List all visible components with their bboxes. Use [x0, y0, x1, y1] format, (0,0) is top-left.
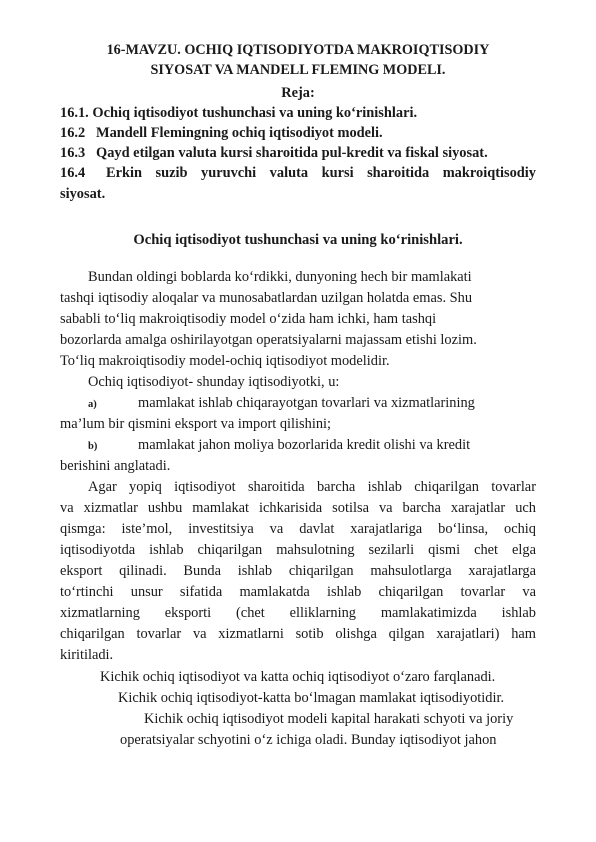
paragraph-line: iqtisodiyotda ishlab chiqarilgan mahsulotning sezilarli qismi chet elga: [60, 542, 536, 558]
plan-heading: Reja:: [281, 85, 315, 101]
plan-item-text: Mandell Flemingning ochiq iqtisodiyot modeli.: [96, 125, 383, 141]
plan-item-4-continuation: siyosat.: [60, 186, 106, 202]
paragraph-line: Bundan oldingi boblarda ko‘rdikki, dunyoning hech bir mamlakati: [88, 269, 472, 285]
document-title-line2: SIYOSAT VA MANDELL FLEMING MODELI.: [150, 62, 446, 78]
paragraph-line: chiqarilgan tovarlar va xizmatlarni sotib olishga qilgan xarajatlari) ham: [60, 626, 536, 642]
paragraph-line: bozorlarda amalga oshirilayotgan operatsiyalarni majassam etishi lozim.: [60, 332, 477, 348]
plan-item-text: Qayd etilgan valuta kursi sharoitida pul-kredit va fiskal siyosat.: [96, 145, 488, 161]
paragraph-line: va xizmatlar ushbu mamlakat ichkarisida sotilsa va barcha xarajatlar uch: [60, 500, 536, 516]
paragraph-line: qismga: iste’mol, investitsiya va davlat xarajatlariga bo‘linsa, ochiq: [60, 521, 536, 537]
list-item-line: berishini anglatadi.: [60, 458, 171, 474]
paragraph-line: To‘liq makroiqtisodiy model-ochiq iqtisodiyot modelidir.: [60, 353, 390, 369]
plan-item-number: 16.2: [60, 125, 86, 141]
plan-item-text: Erkin suzib yuruvchi valuta kursi sharoitida makroiqtisodiy: [106, 165, 536, 181]
paragraph-line: to‘rtinchi unsur sifatida mamlakatda ishlab chiqarilgan tovarlar va: [60, 584, 536, 600]
plan-item-1: [60, 105, 417, 122]
paragraph-line: xizmatlarning eksporti (chet elliklarning mamlakatimizda ishlab: [60, 605, 536, 621]
list-item-line: mamlakat ishlab chiqarayotgan tovarlari va xizmatlarining: [138, 395, 475, 411]
paragraph-line: kiritiladi.: [60, 647, 114, 663]
paragraph-line: Kichik ochiq iqtisodiyot-katta bo‘lmagan mamlakat iqtisodiyotidir.: [118, 690, 505, 706]
plan-item-text: Ochiq iqtisodiyot tushunchasi va uning ko‘rinishlari.: [92, 105, 418, 121]
plan-item-2: [60, 125, 383, 142]
paragraph-line: sababli to‘liq makroiqtisodiy model o‘zida ham ichki, ham tashqi: [60, 311, 437, 327]
plan-item-number: 16.1.: [60, 105, 89, 121]
list-item-line: ma’lum bir qismini eksport va import qilishini;: [60, 416, 332, 432]
paragraph-line: eksport qilinadi. Bunda ishlab chiqarilgan mahsulotlarga xarajatlarga: [60, 563, 536, 579]
plan-item-number: 16.3: [60, 145, 86, 161]
paragraph-line: Kichik ochiq iqtisodiyot va katta ochiq iqtisodiyot o‘zaro farqlanadi.: [100, 669, 496, 685]
document-title-line1: 16-MAVZU. OCHIQ IQTISODIYOTDA MAKROIQTISODIY: [106, 42, 490, 58]
list-marker: a): [88, 399, 97, 410]
paragraph-line: tashqi iqtisodiy aloqalar va munosabatlardan uzilgan holatda emas. Shu: [60, 290, 473, 306]
plan-item-4: [60, 165, 536, 182]
paragraph-line: operatsiyalar schyotini o‘z ichiga oladi. Bunday iqtisodiyot jahon: [120, 732, 497, 748]
paragraph-line: Agar yopiq iqtisodiyot sharoitida barcha ishlab chiqarilgan tovarlar: [88, 479, 536, 495]
definition-line: Ochiq iqtisodiyot- shunday iqtisodiyotki, u:: [88, 374, 340, 390]
section-title: Ochiq iqtisodiyot tushunchasi va uning ko‘rinishlari.: [133, 232, 463, 248]
plan-item-number: 16.4: [60, 165, 86, 181]
list-marker: b): [88, 441, 98, 452]
list-item-line: mamlakat jahon moliya bozorlarida kredit olishi va kredit: [138, 437, 471, 453]
paragraph-line: Kichik ochiq iqtisodiyot modeli kapital harakati schyoti va joriy: [144, 711, 514, 727]
plan-item-3: [60, 145, 488, 162]
